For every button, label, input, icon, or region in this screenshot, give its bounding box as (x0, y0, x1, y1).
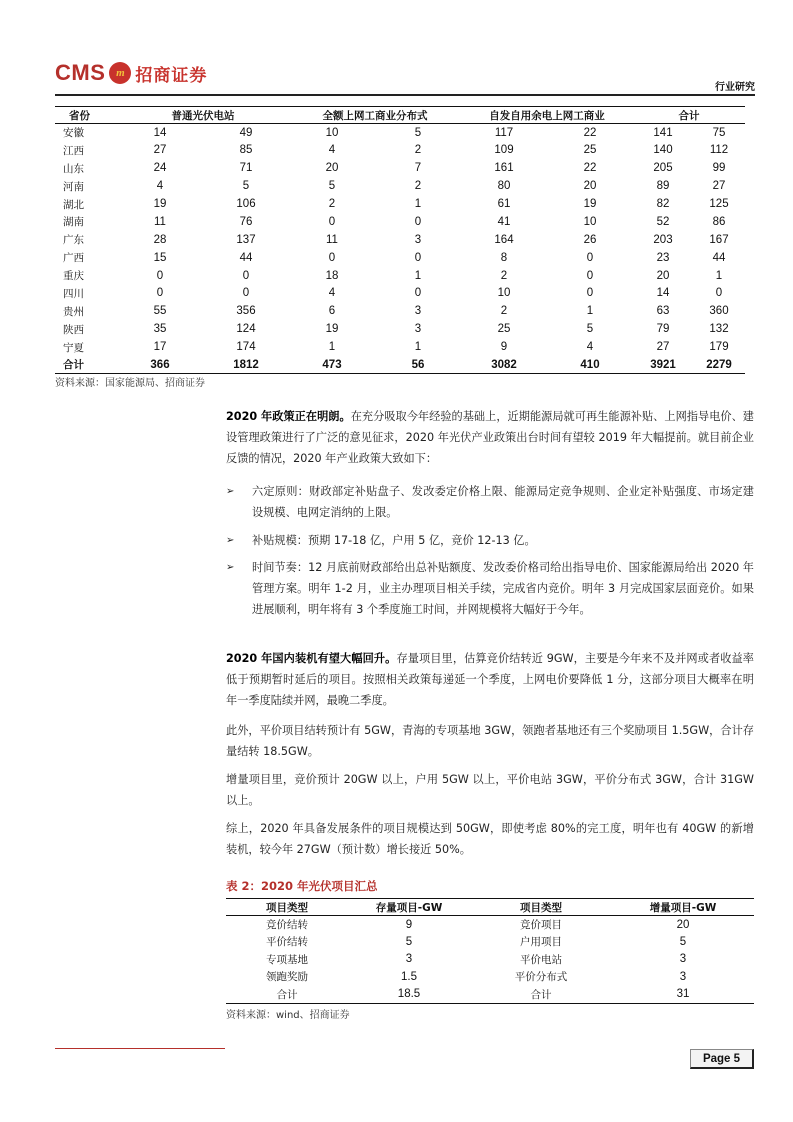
table-cell: 5 (328, 180, 336, 193)
table-cell: 6 (328, 305, 336, 318)
table-cell: 1812 (203, 356, 289, 374)
bullet-subsidy (226, 530, 754, 551)
row-label: 贵州 (63, 305, 84, 318)
paragraph-summary: 综上，2020 年具备发展条件的项目规模达到 50GW，即使考虑 80%的完工度，明年也有 40GW 的新增装机，较今年 27GW（预计数）增长接近 50%。 (226, 822, 754, 856)
row-label: 湖北 (63, 198, 84, 211)
table-cell: 23 (656, 251, 670, 264)
table-cell: 75 (712, 126, 726, 139)
province-table-header (55, 107, 745, 124)
table-cell: 41 (497, 215, 511, 228)
table-cell: 86 (712, 215, 726, 228)
table-cell: 205 (653, 162, 673, 175)
bullet-principles (226, 481, 754, 523)
table-cell: 22 (583, 126, 597, 139)
table-cell: 3 (414, 323, 422, 336)
table-row (55, 159, 745, 177)
table-cell: 0 (156, 269, 164, 282)
project-summary-table (226, 898, 754, 1004)
table-cell: 161 (494, 162, 514, 175)
table-cell: 5 (679, 935, 687, 948)
table2-source: 资料来源：wind、招商证券 (226, 1010, 350, 1021)
table-cell: 1 (414, 198, 422, 210)
page-header (55, 56, 755, 96)
table-cell: 9 (405, 918, 413, 931)
table-cell: 63 (656, 305, 670, 318)
table-cell: 3 (405, 953, 413, 966)
table-cell: 3 (414, 305, 422, 318)
table-cell: 366 (117, 356, 203, 374)
row-label: 陕西 (63, 323, 84, 336)
table-cell: 20 (676, 918, 690, 931)
table-cell: 4 (328, 144, 336, 157)
logo-cn-text: 招商证券 (135, 65, 208, 86)
table-cell: 44 (239, 251, 253, 264)
bullet-timeline-text: 时间节奏：12 月底前财政部给出总补贴额度、发改委价格司给出指导电价、国家能源局给出 2020 年管理方案。明年 1-2 月，业主办理项目相关手续，完成省内竞价。明年 3 月完成国家层面竞价。如果进展顺利，明年将有 3 个季度施工时间，并网规模将大幅好于今年。 (252, 561, 754, 616)
table-cell: 19 (153, 198, 167, 210)
row-label: 四川 (63, 287, 84, 300)
table-row (226, 933, 754, 951)
row-label: 安徽 (63, 127, 84, 140)
table-cell: 28 (153, 233, 167, 246)
table-cell: 167 (709, 233, 729, 246)
table-cell: 17 (153, 341, 167, 354)
row-label: 平价分布式 (514, 971, 568, 984)
table-row (55, 141, 745, 159)
table-cell: 179 (709, 341, 729, 354)
paragraph-installations (226, 648, 754, 711)
table-cell: 15 (153, 251, 167, 264)
table-row (55, 356, 745, 374)
table-cell: 5 (242, 180, 250, 193)
row-label: 合计 (470, 986, 612, 1004)
table-cell: 8 (500, 251, 508, 264)
logo-cms-text: CMS (55, 60, 106, 85)
table-cell: 56 (375, 356, 461, 374)
logo-mark-letter: m (116, 67, 125, 79)
table-cell: 14 (153, 126, 167, 139)
paragraph-installations-lead: 2020 年国内装机有望大幅回升。 (226, 652, 397, 665)
row-label: 江西 (63, 144, 84, 157)
row-label: 重庆 (63, 270, 84, 283)
table-cell: 76 (239, 215, 253, 228)
table-cell: 174 (236, 341, 256, 354)
table-cell: 112 (709, 144, 729, 157)
table-cell: 5 (414, 126, 422, 139)
table-cell: 2 (328, 198, 336, 210)
table-cell: 3921 (633, 356, 693, 374)
table-row (55, 285, 745, 303)
footer-divider (55, 1048, 225, 1049)
table-cell: 1 (414, 341, 422, 354)
table-cell: 0 (586, 251, 594, 264)
table-cell: 20 (325, 162, 339, 175)
header-province: 省份 (55, 107, 117, 124)
table-row (55, 338, 745, 356)
section-label: 行业研究 (715, 82, 755, 93)
header-self-use-distributed: 自发自用余电上网工商业 (461, 107, 633, 124)
table-row (226, 968, 754, 986)
table-row (226, 916, 754, 934)
table-cell: 9 (500, 341, 508, 354)
table-cell: 1 (414, 269, 422, 282)
header-full-grid-distributed: 全额上网工商业分布式 (289, 107, 461, 124)
row-label: 户用项目 (520, 936, 562, 949)
table-cell: 125 (709, 198, 729, 210)
row-label: 平价结转 (266, 936, 308, 949)
table-cell: 124 (236, 323, 256, 336)
table-cell: 1 (586, 305, 594, 318)
table-cell: 44 (712, 251, 726, 264)
table-cell: 11 (154, 215, 166, 228)
bullet-arrow-icon: ➢ (226, 562, 235, 573)
table-cell: 10 (497, 287, 511, 300)
table-cell: 0 (156, 287, 164, 300)
table-cell: 3 (679, 970, 687, 983)
row-label: 山东 (63, 162, 84, 175)
table-cell: 27 (153, 144, 167, 157)
table-cell: 140 (653, 144, 673, 157)
row-label: 广东 (63, 234, 84, 247)
bullet-timeline (226, 557, 754, 620)
table-cell: 0 (242, 287, 250, 300)
table-row (55, 213, 745, 231)
table-row (55, 320, 745, 338)
table-cell: 19 (325, 323, 339, 336)
table-cell: 24 (153, 162, 167, 175)
paragraph-incremental: 增量项目里，竞价预计 20GW 以上，户用 5GW 以上，平价电站 3GW，平价分布式 3GW，合计 31GW 以上。 (226, 773, 754, 807)
table-cell: 0 (242, 269, 250, 282)
table-cell: 2279 (693, 356, 745, 374)
header-total: 合计 (633, 107, 745, 124)
table-cell: 18 (325, 269, 339, 282)
table-cell: 164 (494, 233, 514, 246)
table-cell: 52 (656, 215, 670, 228)
table-row (55, 231, 745, 249)
bullet-subsidy-text: 补贴规模：预期 17-18 亿，户用 5 亿，竞价 12-13 亿。 (252, 534, 536, 547)
table-cell: 0 (586, 287, 594, 300)
table-cell: 99 (712, 162, 726, 175)
logo-mark-icon (109, 62, 131, 84)
table-cell: 473 (289, 356, 375, 374)
row-label: 合计 (55, 356, 117, 374)
table-cell: 49 (239, 126, 253, 139)
province-table (55, 106, 745, 374)
table-cell: 203 (653, 233, 673, 246)
header-incr-gw: 增量项目-GW (612, 899, 754, 916)
table1-source: 资料来源：国家能源局、招商证券 (55, 378, 205, 389)
table-cell: 132 (709, 323, 729, 336)
table-row (55, 177, 745, 195)
table-cell: 71 (239, 162, 253, 175)
table-row (226, 986, 754, 1004)
table-cell: 89 (656, 180, 670, 193)
table-cell: 55 (153, 305, 167, 318)
table-cell: 4 (156, 180, 164, 193)
table-cell: 19 (583, 198, 597, 210)
table-cell: 20 (656, 269, 670, 282)
table-cell: 82 (656, 198, 670, 210)
table-cell: 0 (414, 287, 422, 300)
row-label: 广西 (63, 252, 84, 265)
table-cell: 4 (328, 287, 336, 300)
table-cell: 0 (586, 269, 594, 282)
paragraph-installations-text: 存量项目里，估算竞价结转近 9GW，主要是今年来不及并网或者收益率低于预期暂时延后的项目。按照相关政策每递延一个季度，上网电价要降低 1 分，这部分项目大概率在明年一季度陆续并网，最晚二季度。 (226, 652, 754, 707)
table-cell: 14 (656, 287, 670, 300)
table-cell: 35 (153, 323, 167, 336)
table-cell: 80 (497, 180, 511, 193)
bullet-arrow-icon: ➢ (226, 535, 235, 546)
table-cell: 27 (712, 180, 726, 193)
page-number: Page 5 (690, 1049, 754, 1069)
row-label: 河南 (63, 180, 84, 193)
table-cell: 117 (494, 126, 514, 139)
header-stock-gw: 存量项目-GW (348, 899, 470, 916)
table-cell: 360 (709, 305, 729, 318)
table-cell: 1 (715, 269, 723, 282)
table-cell: 137 (236, 233, 256, 246)
table-cell: 22 (583, 162, 597, 175)
table-cell: 5 (586, 323, 594, 336)
table-cell: 26 (583, 233, 597, 246)
table-cell: 3 (679, 953, 687, 966)
table-cell: 2 (414, 144, 422, 157)
table-row (55, 195, 745, 213)
table-cell: 5 (405, 935, 413, 948)
header-utility-station: 普通光伏电站 (117, 107, 289, 124)
table-cell: 4 (586, 341, 594, 354)
table-cell: 79 (656, 323, 670, 336)
table-cell: 7 (414, 162, 422, 175)
table-row (55, 249, 745, 267)
table-cell: 109 (494, 144, 514, 157)
table-row (55, 302, 745, 320)
table-cell: 0 (414, 215, 422, 228)
table-cell: 61 (497, 198, 511, 210)
paragraph-policy-text: 在充分吸取今年经验的基础上，近期能源局就可再生能源补贴、上网指导电价、建设管理政策进行了广泛的意见征求，2020 年光伏产业政策出台时间有望较 2019 年大幅提前。就目前企业反馈的情况，2020 年产业政策大致如下： (226, 410, 754, 465)
table-cell: 10 (583, 215, 597, 228)
row-label: 平价电站 (520, 953, 562, 966)
project-table-header (226, 899, 754, 916)
row-label: 合计 (226, 986, 348, 1004)
table-row (226, 951, 754, 969)
table-cell: 3082 (461, 356, 547, 374)
row-label: 专项基地 (266, 953, 308, 966)
table-cell: 20 (583, 180, 597, 193)
table2-title: 表 2：2020 年光伏项目汇总 (226, 879, 378, 893)
table-cell: 356 (236, 305, 256, 318)
table-cell: 11 (326, 233, 338, 246)
table-cell: 1.5 (401, 970, 417, 983)
row-label: 湖南 (63, 216, 84, 229)
row-label: 竞价项目 (520, 919, 562, 931)
paragraph-policy-lead: 2020 年政策正在明朗。 (226, 410, 351, 423)
table-cell: 0 (414, 251, 422, 264)
paragraph-policy (226, 406, 754, 469)
table-cell: 0 (715, 287, 723, 300)
header-divider (55, 94, 755, 96)
table-row (55, 267, 745, 285)
table-cell: 25 (497, 323, 511, 336)
table-cell: 31 (612, 986, 754, 1004)
table-cell: 3 (414, 233, 422, 246)
table-row (55, 124, 745, 142)
row-label: 领跑奖励 (266, 971, 308, 984)
table-cell: 0 (328, 215, 336, 228)
paragraph-parity: 此外，平价项目结转预计有 5GW，青海的专项基地 3GW，领跑者基地还有三个奖励项目 1.5GW，合计存量结转 18.5GW。 (226, 724, 754, 758)
table-cell: 0 (328, 251, 336, 264)
table-cell: 410 (547, 356, 633, 374)
row-label: 竞价结转 (266, 919, 308, 931)
table-cell: 106 (236, 198, 256, 210)
table-cell: 25 (583, 144, 597, 157)
table-cell: 85 (239, 144, 253, 157)
table-cell: 141 (653, 126, 673, 139)
table-cell: 2 (414, 180, 422, 193)
row-label: 宁夏 (63, 341, 84, 354)
table-cell: 2 (500, 269, 508, 282)
header-stock-type: 项目类型 (226, 899, 348, 916)
table-cell: 10 (325, 126, 339, 139)
table-cell: 18.5 (348, 986, 470, 1004)
bullet-principles-text: 六定原则：财政部定补贴盘子、发改委定价格上限、能源局定竞争规则、企业定补贴强度、市场定建设规模、电网定消纳的上限。 (252, 485, 754, 519)
table-cell: 1 (328, 341, 336, 354)
bullet-arrow-icon: ➢ (226, 486, 235, 497)
cms-logo (55, 60, 207, 86)
table-cell: 2 (500, 305, 508, 318)
header-incr-type: 项目类型 (470, 899, 612, 916)
table-cell: 27 (656, 341, 670, 354)
